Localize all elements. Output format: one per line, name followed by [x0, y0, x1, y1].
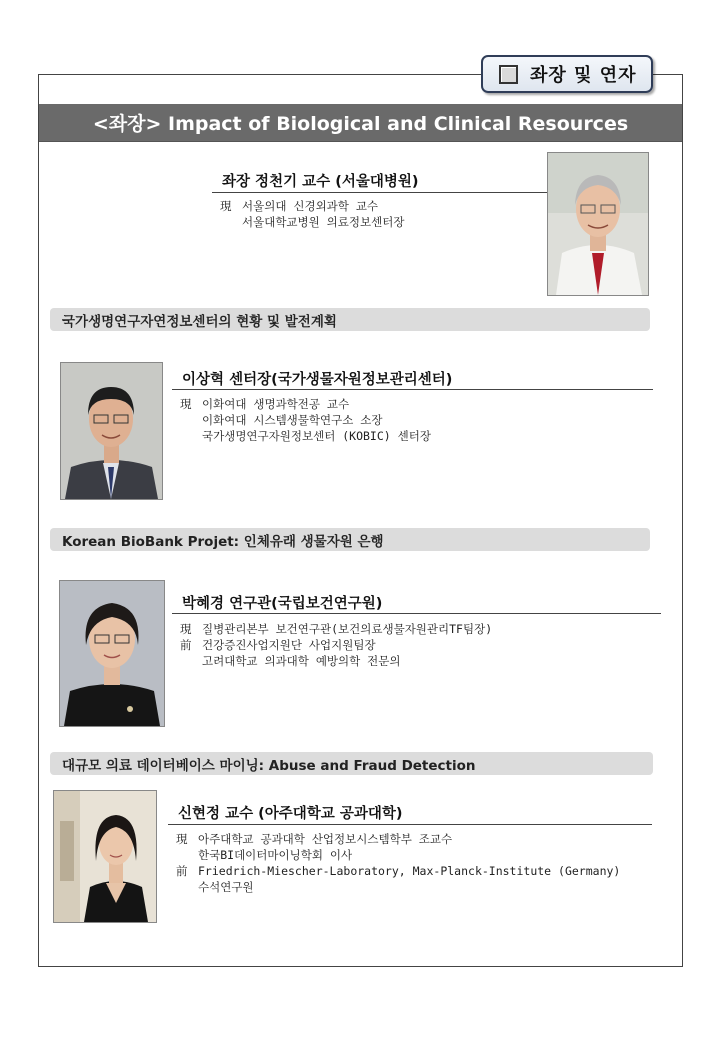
square-bullet-icon — [499, 65, 518, 84]
speaker-bio-1: 現 이화여대 생명과학전공 교수 이화여대 시스템생물학연구소 소장 국가생명연구자원정보센터 (KOBIC) 센터장 — [180, 397, 431, 443]
chair-bio: 現 서울의대 신경외과학 교수 서울대학교병원 의료정보센터장 — [220, 199, 405, 229]
chair-rule — [212, 192, 548, 193]
speaker-name-2: 박혜경 연구관(국립보건연구원) — [182, 596, 383, 612]
session-title: <좌장> Impact of Biological and Clinical Resources — [39, 104, 682, 142]
speaker-rule-2 — [172, 613, 661, 614]
speaker-bio-2: 現 질병관리본부 보건연구관(보건의료생물자원관리TF팀장) 前 건강증진사업지원단 사업지원팀장 고려대학교 의과대학 예방의학 전문의 — [180, 622, 493, 668]
chair-name: 좌장 정천기 교수 (서울대병원) — [222, 174, 419, 190]
section-tab — [481, 55, 653, 93]
talk-heading-2: Korean BioBank Projet: 인체유래 생물자원 은행 — [50, 528, 650, 551]
tab-label: 좌장 및 연자 — [530, 65, 637, 86]
speaker-name-1: 이상혁 센터장(국가생물자원정보관리센터) — [182, 372, 453, 388]
speaker-rule-1 — [172, 389, 653, 390]
talk-heading-1: 국가생명연구자연정보센터의 현황 및 발전계획 — [50, 308, 650, 331]
speaker-bio-3: 現 아주대학교 공과대학 산업정보시스템학부 조교수 한국BI데이터마이닝학회 이사 前 Friedrich-Miescher-Laboratory, Max-Planck-Institute (Germany) 수석연구원 — [176, 832, 621, 894]
speaker-photo-2 — [59, 580, 165, 727]
speaker-name-3: 신현정 교수 (아주대학교 공과대학) — [178, 806, 403, 822]
speaker-photo-3 — [53, 790, 157, 923]
speaker-photo-1 — [60, 362, 163, 500]
talk-heading-3: 대규모 의료 데이터베이스 마이닝: Abuse and Fraud Detection — [50, 752, 653, 775]
speaker-rule-3 — [168, 824, 652, 825]
chair-photo — [547, 152, 649, 296]
